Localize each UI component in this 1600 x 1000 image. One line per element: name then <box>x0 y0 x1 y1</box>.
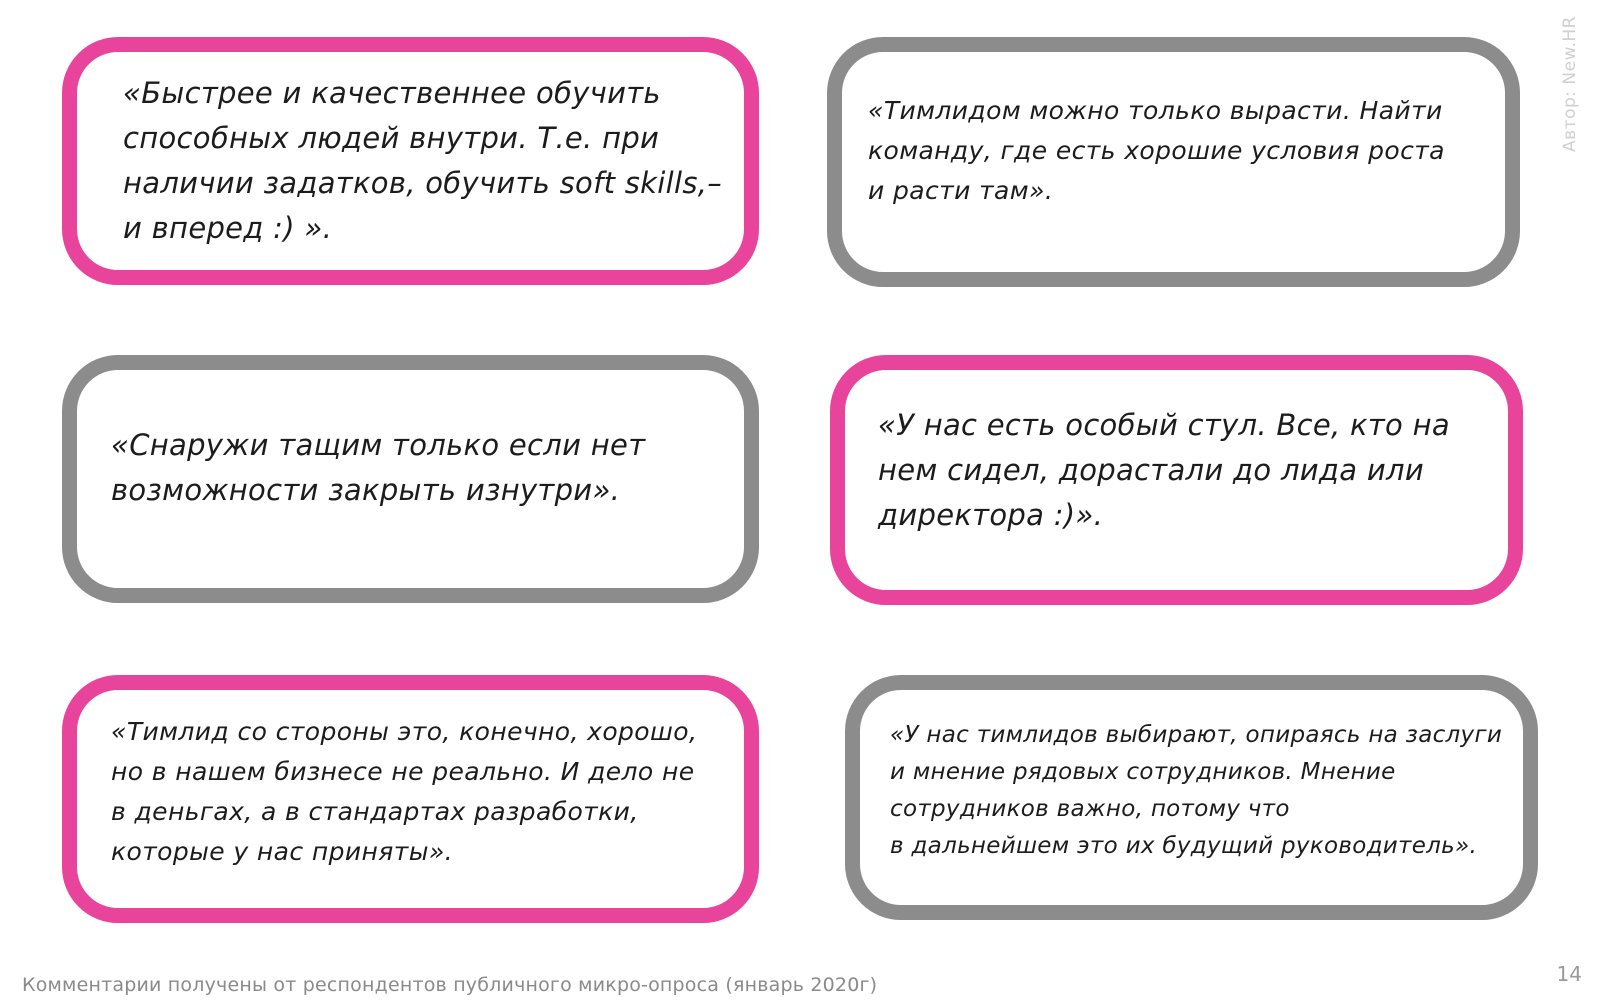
quote-text-1: «Быстрее и качественнее обучить способных людей внутри. Т.е. при наличии задатков, обучить soft skills,– и вперед :) ». <box>123 76 723 245</box>
quote-text-2: «Тимлидом можно только вырасти. Найти команду, где есть хорошие условия роста и расти там». <box>868 96 1445 205</box>
quote-text-5: «Тимлид со стороны это, конечно, хорошо, но в нашем бизнесе не реально. И дело не в деньгах, а в стандартах разработки, которые у нас приняты». <box>111 717 698 866</box>
quote-card-6 <box>845 675 1538 920</box>
quote-text-6: «У нас тимлидов выбирают, опираясь на заслуги и мнение рядовых сотрудников. Мнение сотрудников важно, потому что в дальнейшем это их будущий руководитель». <box>890 721 1503 859</box>
quote-text-4: «У нас есть особый стул. Все, кто на нем сидел, дорастали до лида или директора :)». <box>878 407 1450 532</box>
page-number: 14 <box>1556 962 1582 986</box>
quote-card-3 <box>62 355 759 603</box>
quote-text-3: «Снаружи тащим только если нет возможности закрыть изнутри». <box>111 428 646 507</box>
author-credit: Автор: New.HR <box>1560 16 1580 152</box>
quote-card-4 <box>830 355 1523 605</box>
quote-card-1 <box>62 37 759 285</box>
footnote: Комментарии получены от респондентов публичного микро-опроса (январь 2020г) <box>22 974 878 996</box>
quote-card-5 <box>62 675 759 923</box>
quote-card-2 <box>827 37 1520 287</box>
